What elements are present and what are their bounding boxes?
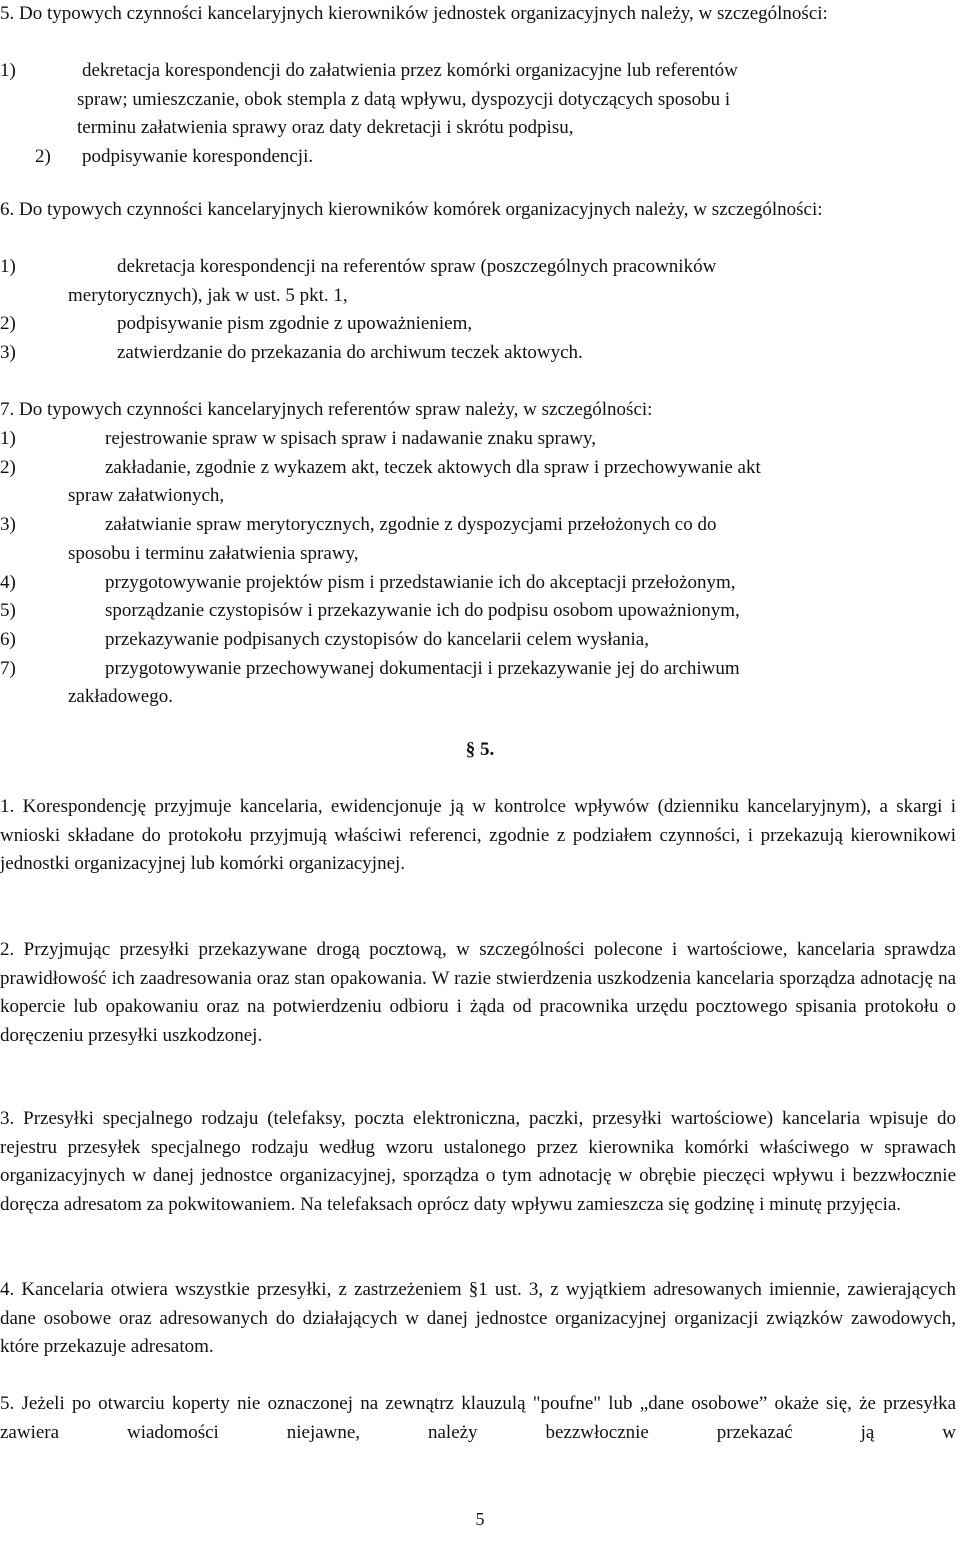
list-item: [0, 454, 956, 511]
list-number: 3): [0, 514, 16, 536]
paragraph-6-list: [0, 253, 956, 368]
list-number: 1): [0, 428, 16, 449]
list-number: 2): [0, 456, 16, 478]
list-item-line: [0, 310, 956, 339]
section-5-paragraph-3: 3. Przesyłki specjalnego rodzaju (telefaksy, poczta elektroniczna, paczki, przesyłki wartościowe) kancelaria wpisuje do rejestru przesyłek specjalnego rodzaju według wzoru ustalonego przez kierownika komórki właściwego w sprawach organizacyjnych w danej jednostce organizacyjnej, sporządza o tym adnotację w obrębie pieczęci wpływu i bezzwłocznie doręcza adresatom za pokwitowaniem. Na telefaksach oprócz daty wpływu zamieszcza się godzinę i minutę przyjęcia.: [0, 1108, 956, 1216]
paragraph-5-list: [0, 57, 956, 172]
list-item-line: [0, 253, 956, 282]
list-text: przekazywanie podpisanych czystopisów do kancelarii celem wysłania,: [105, 628, 649, 650]
list-text: zakładanie, zgodnie z wykazem akt, teczek aktowych dla spraw i przechowywanie akt: [105, 456, 761, 478]
list-number: 7): [0, 657, 16, 679]
paragraph-6-intro-text: 6. Do typowych czynności kancelaryjnych kierowników komórek organizacyjnych należy, w szczególności:: [0, 199, 823, 220]
paragraph-5-intro-text: 5. Do typowych czynności kancelaryjnych kierowników jednostek organizacyjnych należy, w szczególności:: [0, 3, 828, 24]
list-number: 2): [35, 146, 51, 168]
paragraph-7-intro: [0, 396, 956, 425]
list-item: [0, 655, 956, 712]
section-5-paragraph-4: 4. Kancelaria otwiera wszystkie przesyłki, z zastrzeżeniem §1 ust. 3, z wyjątkiem adresowanych imiennie, zawierających dane osobowe oraz adresowanych do działających w danej jednostce organizacyjnej organizacji związków zawodowych, które przekazuje adresatom.: [0, 1279, 956, 1358]
list-number: 6): [0, 628, 16, 650]
list-text: spraw załatwionych,: [68, 485, 225, 507]
list-text: przygotowywanie projektów pism i przedstawianie ich do akceptacji przełożonym,: [105, 571, 736, 593]
list-text: podpisywanie korespondencji.: [82, 146, 314, 168]
list-item-line: [0, 57, 956, 86]
section-5-paragraph-5: 5. Jeżeli po otwarciu koperty nie oznaczonej na zewnątrz klauzulą "poufne" lub „dane osobowe” okaże się, że przesyłka zawiera wiadomości niejawne, należy bezzwłocznie przekazać ją w: [0, 1393, 956, 1443]
list-item: [0, 143, 956, 172]
list-text: sporządzanie czystopisów i przekazywanie ich do podpisu osobom upoważnionym,: [105, 600, 740, 622]
list-text: podpisywanie pism zgodnie z upoważnieniem,: [117, 313, 473, 335]
list-text: dekretacja korespondencji do załatwienia przez komórki organizacyjne lub referentów: [82, 60, 738, 81]
list-item: [0, 626, 956, 655]
list-text: terminu załatwienia sprawy oraz daty dekretacji i skrótu podpisu,: [77, 117, 574, 139]
section-heading: § 5.: [465, 739, 495, 760]
list-number: 5): [0, 600, 16, 622]
paragraph-7-intro-text: 7. Do typowych czynności kancelaryjnych referentów spraw należy, w szczególności:: [0, 399, 653, 420]
list-text: załatwianie spraw merytorycznych, zgodnie z dyspozycjami przełożonych co do: [105, 514, 717, 536]
list-number: 2): [0, 313, 16, 335]
list-item: [0, 339, 956, 368]
list-text: rejestrowanie spraw w spisach spraw i nadawanie znaku sprawy,: [105, 428, 597, 449]
list-item-line: [0, 143, 956, 172]
list-item: [0, 597, 956, 626]
list-text: merytorycznych), jak w ust. 5 pkt. 1,: [68, 284, 348, 306]
list-text: spraw; umieszczanie, obok stempla z datą wpływu, dyspozycji dotyczących sposobu i: [77, 88, 731, 110]
list-item-line: [0, 339, 956, 368]
list-text: dekretacja korespondencji na referentów spraw (poszczególnych pracowników: [117, 256, 717, 277]
list-item: [0, 57, 956, 143]
paragraph-6-intro: [0, 196, 956, 225]
list-number: 1): [0, 256, 16, 277]
section-5-paragraph-1: 1. Korespondencję przyjmuje kancelaria, ewidencjonuje ją w kontrolce wpływów (dzienniku kancelaryjnym), a skargi i wnioski składane do protokołu przyjmują właściwi referenci, zgodnie z podziałem czynności, i przekazują kierownikowi jednostki organizacyjnej lub komórki organizacyjnej.: [0, 796, 956, 875]
list-item: [0, 511, 956, 568]
list-text: przygotowywanie przechowywanej dokumentacji i przekazywanie jej do archiwum: [105, 657, 740, 679]
list-number: 3): [0, 342, 16, 364]
list-text: zatwierdzanie do przekazania do archiwum teczek aktowych.: [117, 342, 583, 364]
list-text: zakładowego.: [68, 686, 173, 708]
list-number: 4): [0, 571, 16, 593]
list-number: 1): [0, 60, 16, 81]
paragraph-5-intro: [0, 0, 956, 29]
section-5-paragraph-2: 2. Przyjmując przesyłki przekazywane drogą pocztową, w szczególności polecone i wartościowe, kancelaria sprawdza prawidłowość ich zaadresowania oraz stan opakowania. W razie stwierdzenia uszkodzenia kancelaria sporządza adnotację na kopercie lub opakowaniu oraz na potwierdzeniu odbioru i żąda od pracownika urzędu pocztowego spisania protokołu o doręczeniu przesyłki uszkodzonej.: [0, 939, 956, 1047]
list-item: [0, 310, 956, 339]
list-item: [0, 425, 956, 454]
page-number: 5: [475, 1509, 485, 1529]
list-item: [0, 253, 956, 310]
list-text: sposobu i terminu załatwienia sprawy,: [68, 542, 359, 564]
paragraph-7-list: [0, 425, 956, 712]
list-item: [0, 569, 956, 598]
